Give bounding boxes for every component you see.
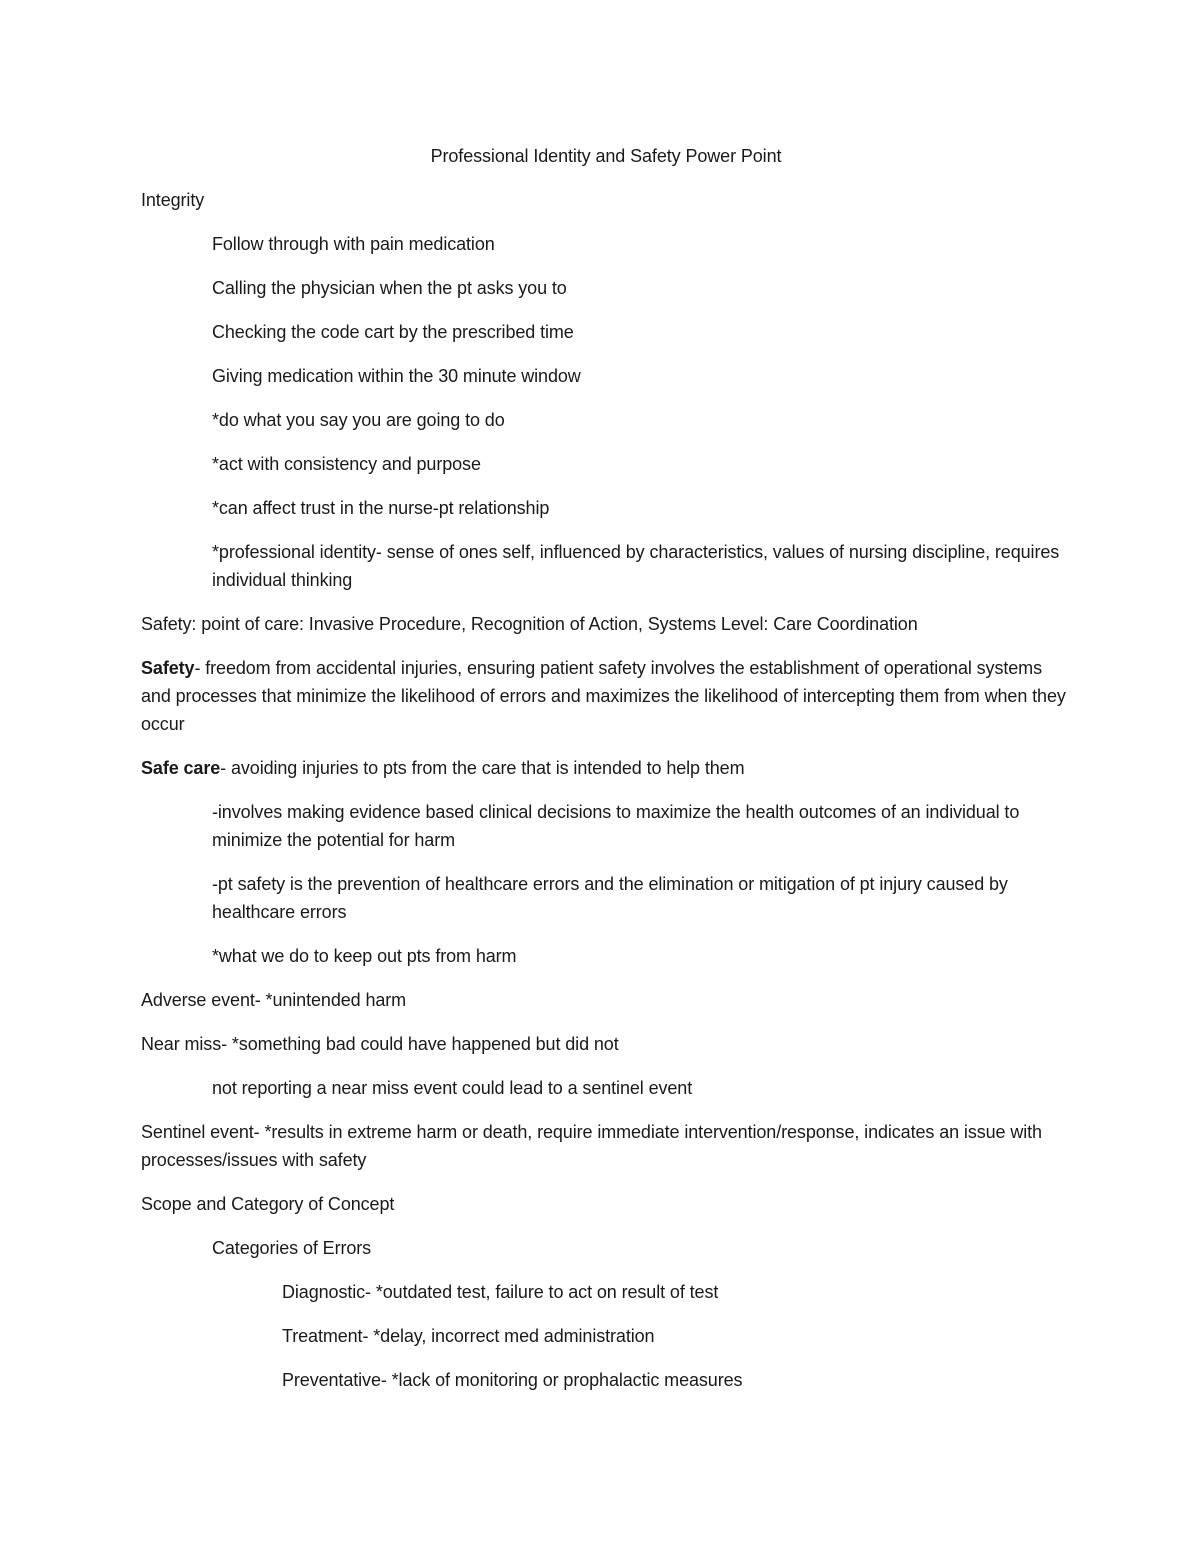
safety-term: Safety — [141, 658, 195, 678]
integrity-item: *act with consistency and purpose — [212, 454, 481, 474]
integrity-item: Checking the code cart by the prescribed time — [212, 322, 574, 342]
document-body — [141, 142, 1071, 1410]
adverse-event: Adverse event- *unintended harm — [141, 990, 407, 1010]
error-category-item: Diagnostic- *outdated test, failure to act on result of test — [282, 1282, 719, 1302]
integrity-item: *professional identity- sense of ones self, influenced by characteristics, values of nursing discipline, requires individual thinking — [212, 542, 1060, 590]
near-miss: Near miss- *something bad could have happened but did not — [141, 1034, 619, 1054]
safety-definition-text: - freedom from accidental injuries, ensuring patient safety involves the establishment of operational systems and processes that minimize the likelihood of errors and maximizes the likelihood of intercepting them from when they occur — [141, 658, 1066, 734]
integrity-item: *do what you say you are going to do — [212, 410, 505, 430]
document-title: Professional Identity and Safety Power Point — [430, 146, 782, 166]
categories-heading: Categories of Errors — [212, 1238, 372, 1258]
safe-care-item: -pt safety is the prevention of healthcare errors and the elimination or mitigation of pt injury caused by healthcare errors — [212, 874, 1008, 922]
scope-heading: Scope and Category of Concept — [141, 1194, 395, 1214]
safety-point-of-care: Safety: point of care: Invasive Procedure, Recognition of Action, Systems Level: Care Coordination — [141, 614, 918, 634]
error-category-item: Treatment- *delay, incorrect med administration — [282, 1326, 655, 1346]
integrity-heading: Integrity — [141, 190, 205, 210]
sentinel-event: Sentinel event- *results in extreme harm or death, require immediate intervention/response, indicates an issue with processes/issues with safety — [141, 1122, 1042, 1170]
safe-care-definition — [141, 754, 1071, 782]
error-category-item: Preventative- *lack of monitoring or prophalactic measures — [282, 1370, 743, 1390]
safe-care-definition-text: - avoiding injuries to pts from the care that is intended to help them — [220, 758, 745, 778]
integrity-item: Giving medication within the 30 minute window — [212, 366, 581, 386]
safe-care-item: *what we do to keep out pts from harm — [212, 946, 517, 966]
safe-care-item: -involves making evidence based clinical decisions to maximize the health outcomes of an individual to minimize the potential for harm — [212, 802, 1020, 850]
integrity-item: Follow through with pain medication — [212, 234, 495, 254]
near-miss-note: not reporting a near miss event could lead to a sentinel event — [212, 1078, 693, 1098]
integrity-item: *can affect trust in the nurse-pt relationship — [212, 498, 550, 518]
safe-care-term: Safe care — [141, 758, 221, 778]
safety-definition — [141, 654, 1071, 738]
integrity-item: Calling the physician when the pt asks you to — [212, 278, 567, 298]
